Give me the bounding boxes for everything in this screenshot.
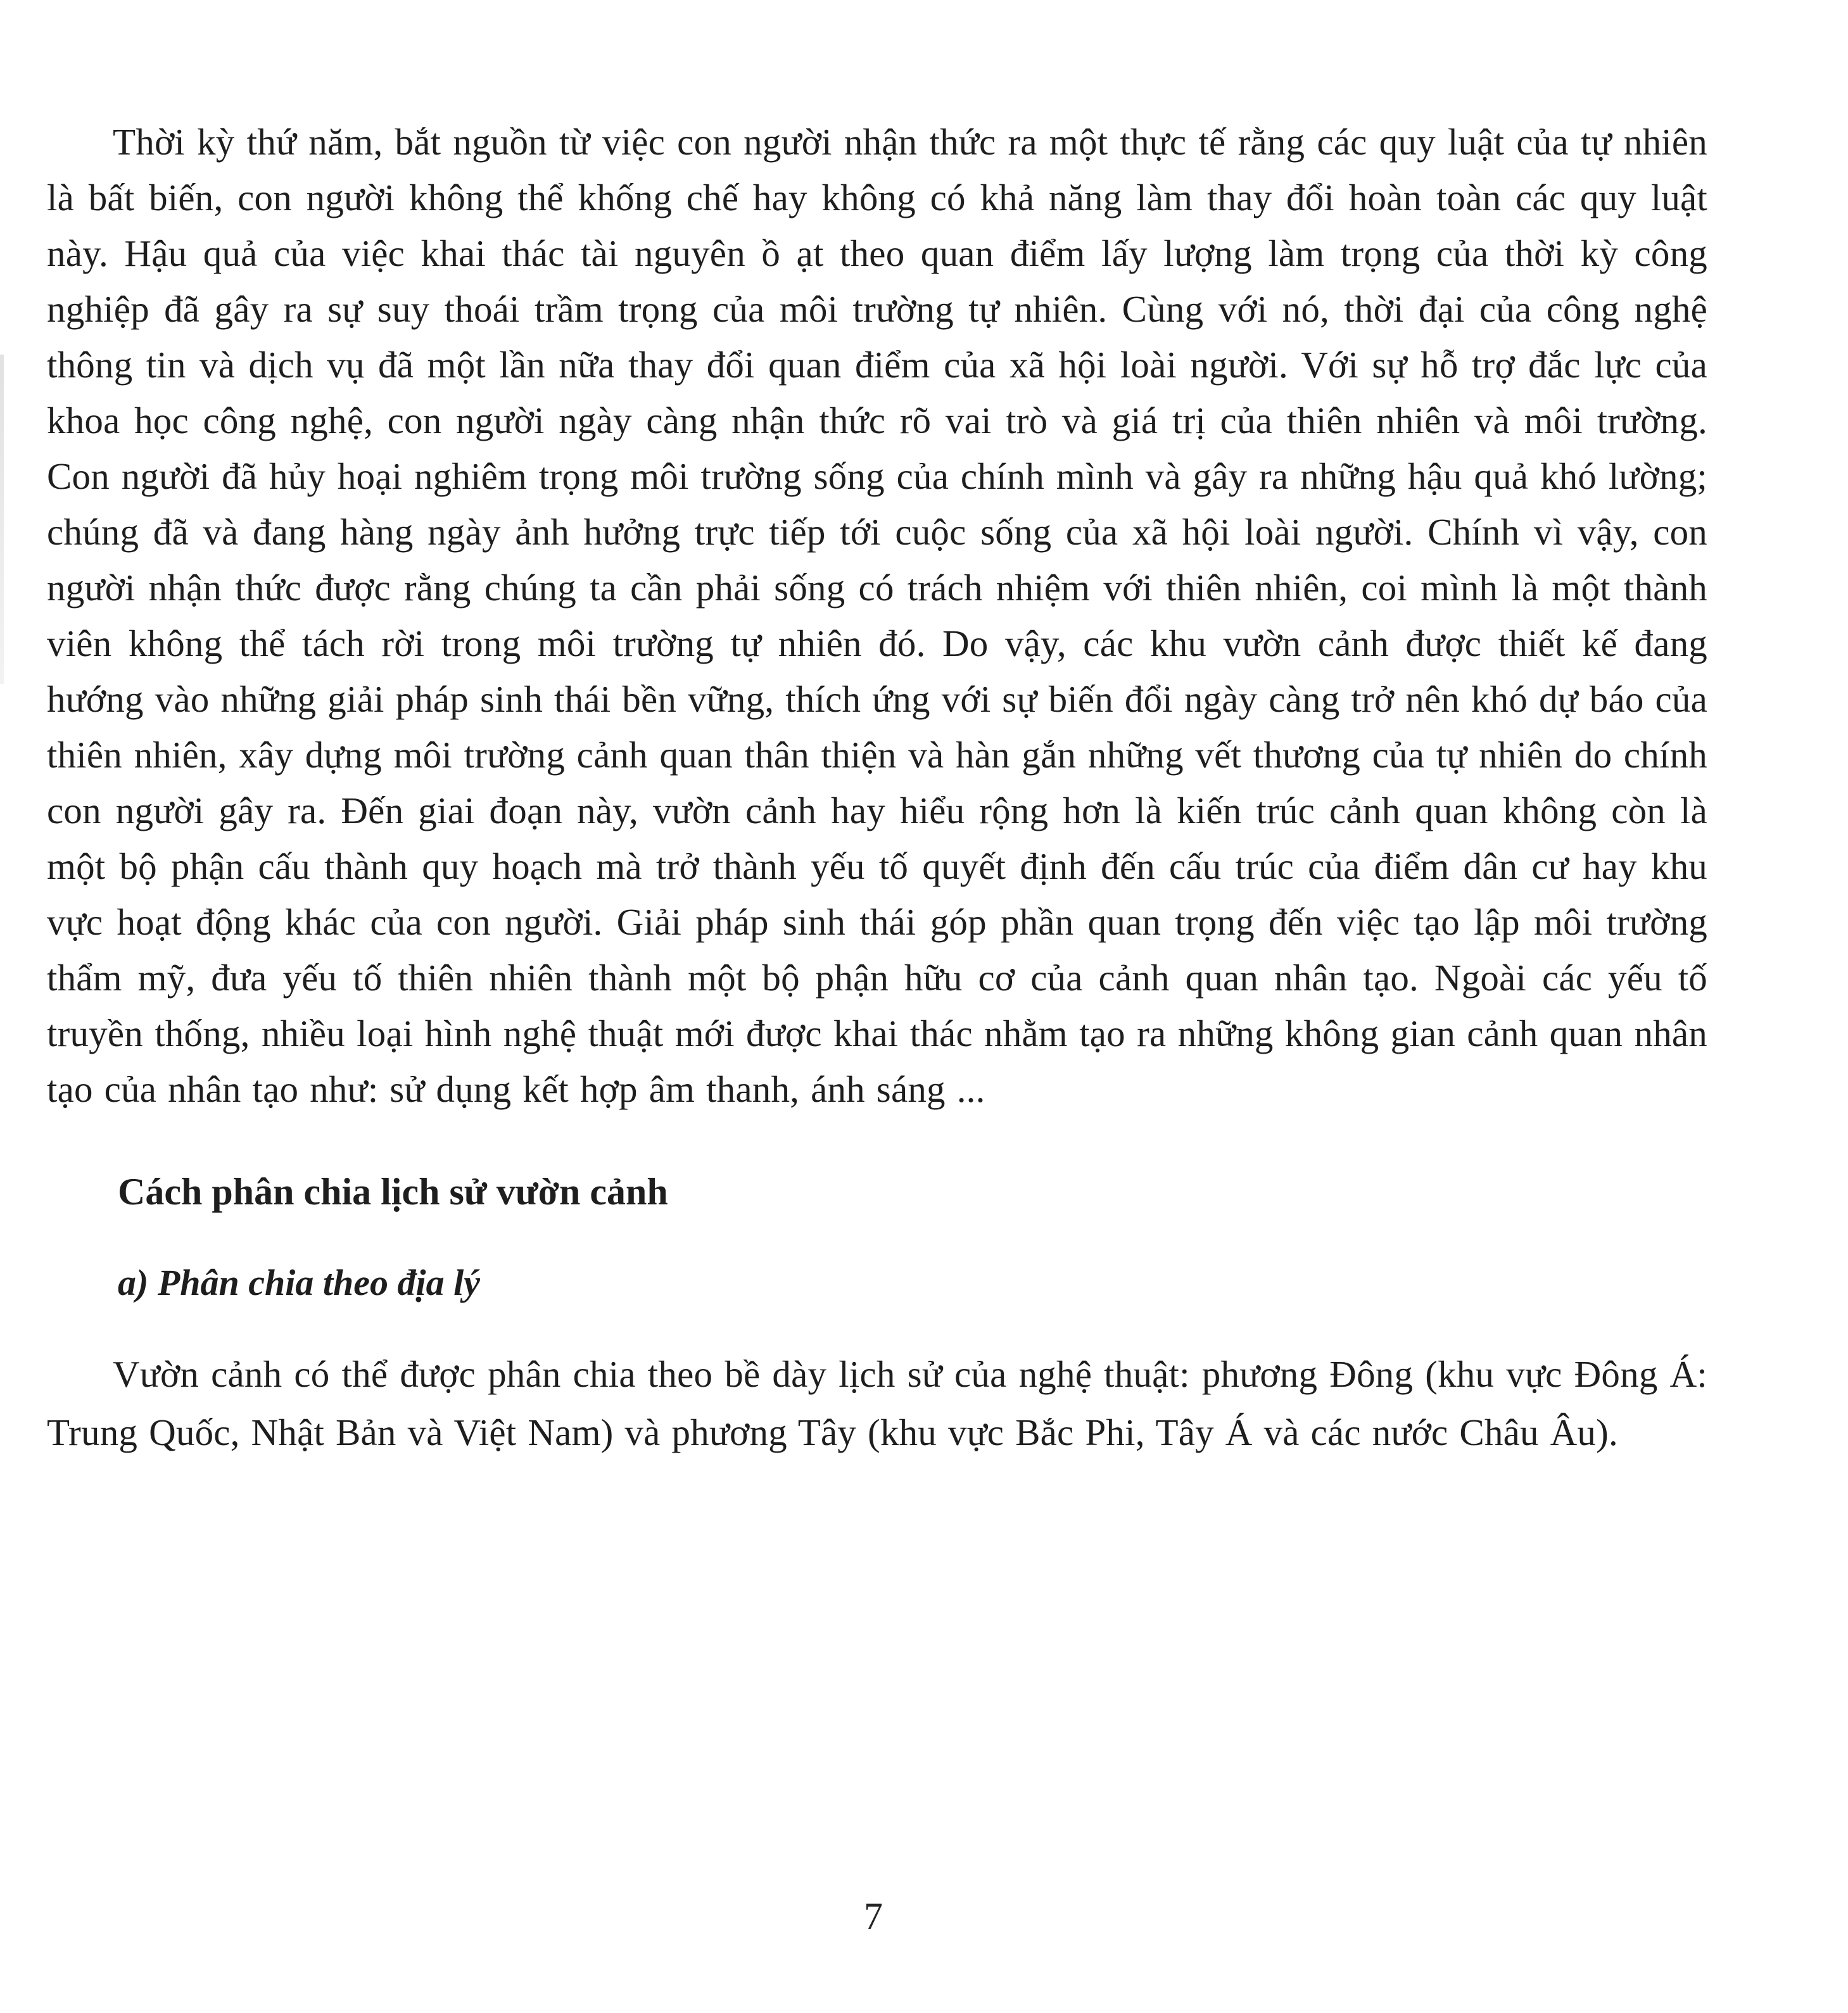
geography-paragraph: Vườn cảnh có thể được phân chia theo bề dày lịch sử của nghệ thuật: phương Đông (khu vực Đông Á: Trung Quốc, Nhật Bản và Việt Nam) và phương Tây (khu vực Bắc Phi, Tây Á và các nước Châu Âu). bbox=[47, 1353, 1707, 1453]
subsection-heading: a) Phân chia theo địa lý bbox=[118, 1262, 480, 1303]
section-heading: Cách phân chia lịch sử vườn cảnh bbox=[118, 1171, 668, 1213]
page-number: 7 bbox=[864, 1895, 883, 1937]
main-paragraph: Thời kỳ thứ năm, bắt nguồn từ việc con người nhận thức ra một thực tế rằng các quy luật của tự nhiên là bất biến, con người không thể khống chế hay không có khả năng làm thay đổi hoàn toàn các quy luật này. Hậu quả của việc khai thác tài nguyên ồ ạt theo quan điểm lấy lượng làm trọng của thời kỳ công nghiệp đã gây ra sự suy thoái trầm trọng của môi trường tự nhiên. Cùng với nó, thời đại của công nghệ thông tin và dịch vụ đã một lần nữa thay đổi quan điểm của xã hội loài người. Với sự hỗ trợ đắc lực của khoa học công nghệ, con người ngày càng nhận thức rõ vai trò và giá trị của thiên nhiên và môi trường. Con người đã hủy hoại nghiêm trọng môi trường sống của chính mình và gây ra những hậu quả khó lường; chúng đã và đang hàng ngày ảnh hưởng trực tiếp tới cuộc sống của xã hội loài người. Chính vì vậy, con người nhận thức được rằng chúng ta cần phải sống có trách nhiệm với thiên nhiên, coi mình là một thành viên không thể tách rời trong môi trường tự nhiên đó. Do vậy, các khu vườn cảnh được thiết kế đang hướng vào những giải pháp sinh thái bền vững, thích ứng với sự biến đổi ngày càng trở nên khó dự báo của thiên nhiên, xây dựng môi trường cảnh quan thân thiện và hàn gắn những vết thương của tự nhiên do chính con người gây ra. Đến giai đoạn này, vườn cảnh hay hiểu rộng hơn là kiến trúc cảnh quan không còn là một bộ phận cấu thành quy hoạch mà trở thành yếu tố quyết định đến cấu trúc của điểm dân cư hay khu vực hoạt động khác của con người. Giải pháp sinh thái góp phần quan trọng đến việc tạo lập môi trường thẩm mỹ, đưa yếu tố thiên nhiên thành một bộ phận hữu cơ của cảnh quan nhân tạo. Ngoài các yếu tố truyền thống, nhiều loại hình nghệ thuật mới được khai thác nhằm tạo ra những không gian cảnh quan nhân tạo của nhân tạo như: sử dụng kết hợp âm thanh, ánh sáng ... bbox=[47, 121, 1708, 1110]
scan-edge-artifact bbox=[0, 355, 4, 684]
